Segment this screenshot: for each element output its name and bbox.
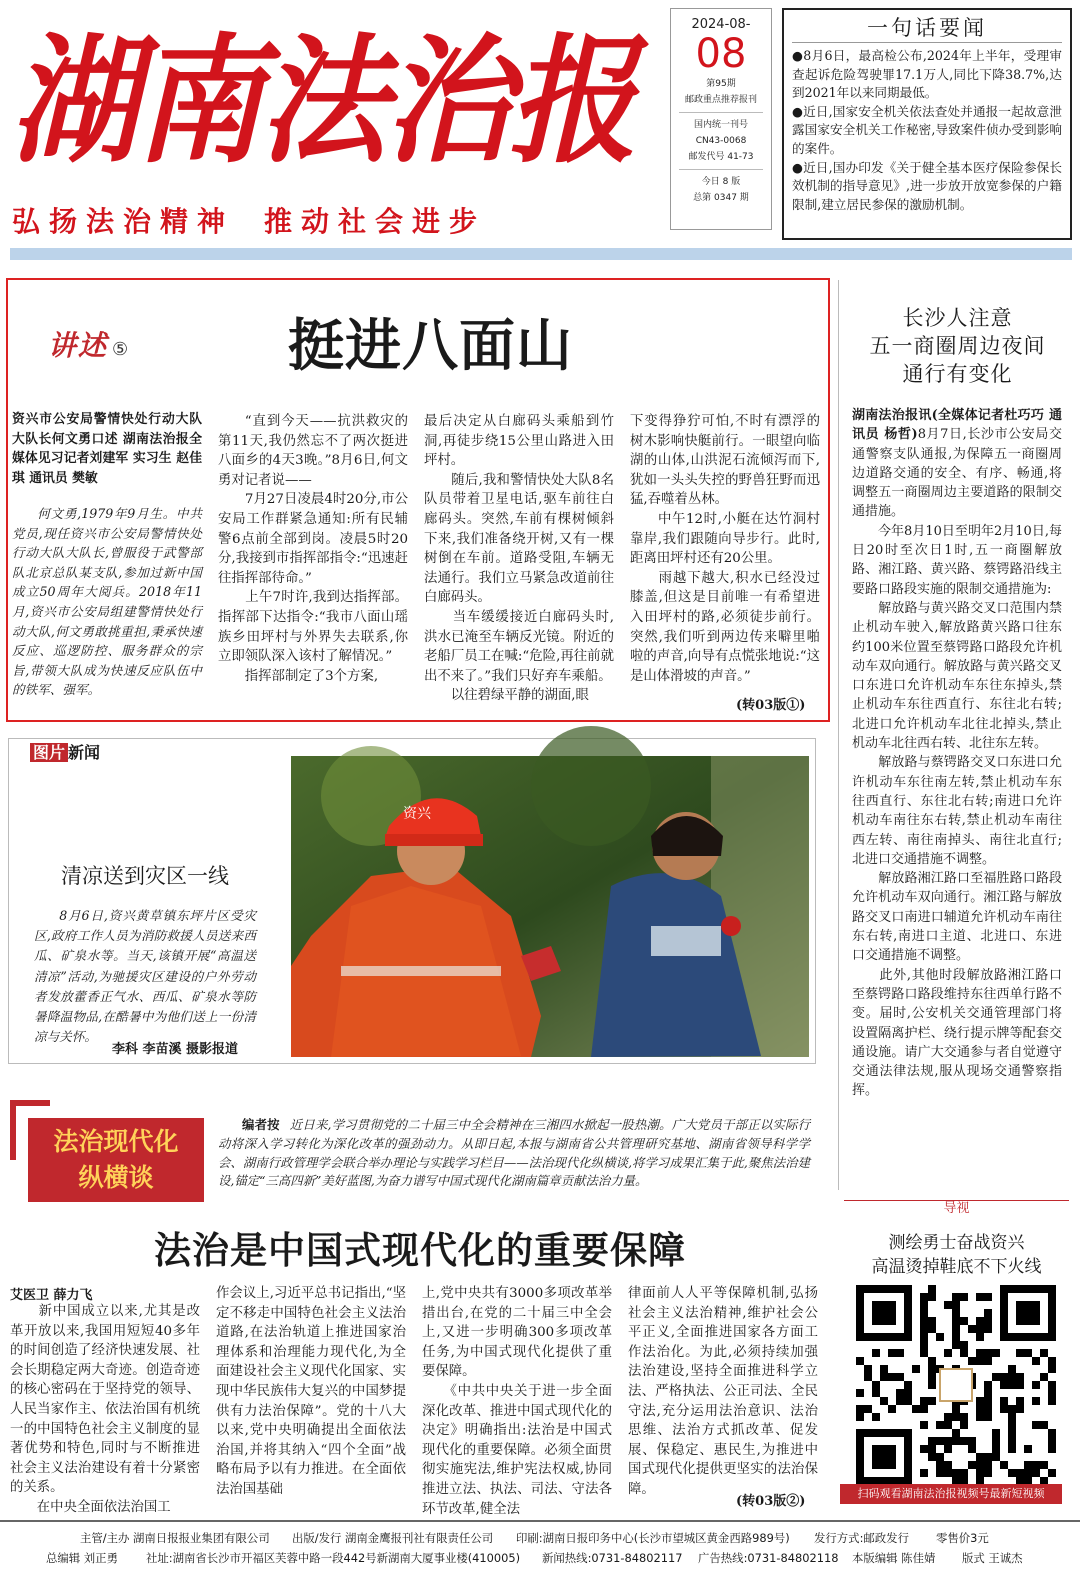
qr-caption: 扫码观看湖南法治报视频号最新短视频 (840, 1484, 1062, 1504)
footer-price: 零售价3元 (936, 1531, 989, 1545)
header-divider (10, 248, 1072, 260)
total-issue: 总第 0347 期 (693, 193, 749, 203)
series-headline: 法治是中国式现代化的重要保障 (154, 1229, 686, 1272)
picnews-label-b: 新闻 (68, 743, 101, 762)
changsha-title-2: 五一商圈周边夜间 (869, 334, 1046, 358)
changsha-title-3: 通行有变化 (902, 362, 1013, 386)
brief-title: 一句话要闻 (792, 14, 1062, 43)
qr-code-svg (850, 1285, 1062, 1485)
series-name-2: 纵横谈 (78, 1163, 154, 1192)
feature-intro: 何文勇,1979年9月生。中共党员,现任资兴市公安局警情快处行动大队大队长,曾服役于武警部队北京总队某支队,参加过新中国成立50周年大阅兵。2018年11月,资兴市公安局组建警情快处行动大队,何文勇敢挑重担,秉承快速反应、巡逻防控、服务群众的宗旨,带领大队成为快速反应队伍中的铁军、强军。 (12, 506, 202, 698)
feature-tag-num: ⑤ (112, 339, 131, 360)
footer-editor-in-chief: 总编辑 刘正勇 (46, 1551, 118, 1565)
footer-printer: 印刷:湖南日报印务中心(长沙市望城区黄金西路989号) (516, 1531, 790, 1545)
feature-byline: 资兴市公安局警情快处行动大队大队长何文勇口述 湖南法治报全媒体见习记者刘建军 实习生 赵佳琪 通讯员 樊敏 (12, 412, 202, 486)
slogan-left: 弘扬法治精神 (12, 205, 235, 238)
series-badge (28, 1118, 204, 1202)
date-day: 08 (695, 31, 747, 77)
masthead-title: 湖南法治报 (10, 19, 634, 182)
series-author: 艾医卫 薛力飞 (10, 1288, 93, 1303)
news-brief-box (782, 8, 1072, 240)
footer-address: 社址:湖南省长沙市开福区芙蓉中路一段442号新湖南大厦事业楼(410005) (146, 1551, 521, 1565)
footer-publisher: 主管/主办 湖南日报报业集团有限公司 (80, 1531, 270, 1545)
feature-headline: 挺进八面山 (288, 314, 573, 379)
page-count: 今日 8 版 (701, 177, 741, 187)
feature-story-box (6, 278, 830, 722)
editor-note-text: 近日来,学习贯彻党的二十届三中全会精神在三湘四水掀起一股热潮。广大党员干部正以实际行动将深入学习转化为深化改革的强劲动力。从即日起,本报与湖南省公共管理研究基地、湖南省领导科学学会、湖南行政管理学会联合举办理论与实践学习栏目——法治现代化纵横谈,将学习成果汇集于此,聚焦法治建设,锚定“三高四新”美好蓝图,为奋力谱写中国式现代化湖南篇章贡献法治力量。 (218, 1117, 810, 1189)
issue-number: 第95期 (706, 79, 736, 89)
changsha-lead: 湖南法治报讯(全媒体记者杜巧巧 通讯员 杨哲) (852, 408, 1062, 443)
changsha-headline (845, 304, 1070, 388)
slogan-right: 推动社会进步 (264, 205, 487, 238)
series-col-4: 律面前人人平等保障机制,弘扬社会主义法治精神,维护社会公平正义,全面推进国家各方面工作法治化。为此,必须持续加强法治建设,坚持全面推进科学立法、严格执法、公正司法、全民守法,充分运用法治意识、法治思维、法治方式抓改革、促发展、保稳定、惠民生,为推进中国式现代化提供更坚实的法治保障。 (628, 1286, 818, 1497)
picnews-label-a: 图片 (30, 743, 68, 762)
picnews-credit: 李科 李苗溪 摄影报道 (112, 1042, 239, 1057)
picnews-body: 8月6日,资兴黄草镇东坪片区受灾区,政府工作人员为消防救援人员送来西瓜、矿泉水等。当天,该镇开展“高温送清凉”活动,为驰援灾区建设的户外劳动者发放藿香正气水、西瓜、矿泉水等防暑降温物品,在酷暑中为他们送上一份清凉与关怀。 (34, 908, 256, 1045)
changsha-body: 8月7日,长沙市公安局交通警察支队通报,为保障五一商圈周边道路交通的安全、有序、畅通,将调整五一商圈周边主要道路的限制交通措施。 今年8月10日至明年2月10日,每日20时至次日1时,五一商圈解放路、湘江路、黄兴路、蔡锷路沿线主要路口路段实施的限制交通措施为: 解放路与黄兴路交叉口范围内禁止机动车驶入,解放路黄兴路口往东约100米位置至蔡锷路口路段允许机动车双向通行。解放路与黄兴路交叉口东进口允许机动车东往东掉头,禁止机动车东往西直行、东往北右转;北进口允许机动车北往北掉头,禁止机动车北往西右转、北往东左转。 解放路与蔡锷路交叉口东进口允许机动车东往南左转,禁止机动车东往西直行、东往北右转;南进口允许机动车南往东右转,禁止机动车南往西左转、南往南掉头、南往北直行;北进口交通措施不调整。 解放路湘江路口至福胜路口路段允许机动车双向通行。湘江路与解放路交叉口南进口辅道允许机动车南往东右转,南进口主道、北进口、东进口交通措施不调整。 此外,其他时段解放路湘江路口至蔡锷路口路段维持东往西单行路不变。届时,公安机关交通管理部门将设置隔离护栏、绕行提示牌等配套交通设施。请广大交通参与者自觉遵守交通法律法规,服从现场交通警察指挥。 (852, 427, 1062, 1099)
footer-layout: 版式 王诚杰 (962, 1551, 1023, 1565)
picnews-headline: 清凉送到灾区一线 (61, 864, 229, 888)
series-col-1: 新中国成立以来,尤其是改革开放以来,我国用短短40多年的时间创造了经济快速发展、社会长期稳定两大奇迹。创造奇迹的核心密码在于坚持党的领导、人民当家作主、依法治国有机统一的中国特色社会主义制度的显著优势和特色,同时与不断推进社会主义法治建设有着十分紧密的关系。 在中央全面依法治国工 (10, 1304, 200, 1515)
changsha-title-1: 长沙人注意 (902, 306, 1013, 330)
post-code: 邮发代号 41-73 (688, 152, 754, 162)
cn-label: 国内统一刊号 (693, 120, 748, 130)
recommend-label: 邮政重点推荐报刊 (684, 95, 757, 105)
series-col-3: 上,党中央共有3000多项改革举措出台,在党的二十届三中全会上,又进一步明确300多项改革任务,为中国式现代化提供了重要保障。 《中共中央关于进一步全面深化改革、推进中国式现代化的决定》明确指出:法治是中国式现代化的重要保障。必须全面贯彻实施宪法,维护宪法权威,协同推进立法、执法、司法、守法各环节改革,健全法 (422, 1286, 612, 1517)
guide-line-2: 高温烫掉鞋底不下火线 (871, 1257, 1042, 1277)
guide-box (844, 1200, 1069, 1279)
footer-distribution: 发行方式:邮政发行 (814, 1531, 909, 1545)
brief-item: ●近日,国家安全机关依法查处并通报一起故意泄露国家安全机关工作秘密,导致案件侦办受到影响的案件。 (792, 103, 1062, 156)
feature-col-2: “直到今天——抗洪救灾的第11天,我仍然忘不了两次挺进八面乡的4天3晚。”8月6日,何文勇对记者说—— 7月27日凌晨4时20分,市公安局工作群紧急通知:所有民辅警6点前全部到岗。凌晨5时20分,我接到市指挥部指令:“迅速赶往指挥部待命。” 上午7时许,我到达指挥部。指挥部下达指令:“我市八面山瑶族乡田坪村与外界失去联系,你立即领队深入该村了解情况。” 指挥部制定了3个方案, (218, 414, 408, 684)
editor-note (218, 1116, 810, 1191)
date-year-month: 2024-08- (691, 17, 751, 32)
series-turn: (转03版②) (736, 1494, 806, 1509)
series-col-2: 作会议上,习近平总书记指出,“坚定不移走中国特色社会主义法治道路,在法治轨道上推进国家治理体系和治理能力现代化,为全面建设社会主义现代化国家、实现中华民族伟大复兴的中国梦提供有力法治保障”。党的十八大以来,党中央明确提出全面依法治国,并将其纳入“四个全面”战略布局予以有力推进。在全面依法治国基础 (216, 1286, 406, 1497)
feature-tag (48, 324, 130, 364)
guide-label: 导视 (844, 1200, 1069, 1217)
footer-news-hotline: 新闻热线:0731-84802117 (542, 1551, 683, 1565)
editor-note-label: 编者按 (242, 1117, 280, 1132)
brief-item: ●近日,国办印发《关于健全基本医疗保险参保长效机制的指导意见》,进一步放开放宽参保的户籍限制,建立居民参保的激励机制。 (792, 159, 1062, 212)
cn-number: CN43-0068 (695, 136, 747, 146)
series-name-1: 法治现代化 (53, 1127, 179, 1156)
footer-page-editor: 本版编辑 陈佳婧 (852, 1551, 936, 1565)
date-box (670, 8, 772, 230)
feature-col-3: 最后决定从白廊码头乘船到竹洞,再徒步绕15公里山路进入田坪村。 随后,我和警情快处大队8名队员带着卫星电话,驱车前往白廊码头。突然,车前有棵树倾斜下来,我们准备绕开树,又有一棵树倒在车前。道路受阻,车辆无法通行。我们立马紧急改道前往白廊码头。 当车缓缓接近白廊码头时,洪水已淹至车辆反光镜。附近的老船厂员工在喊:“危险,再往前就出不来了。”我们只好弃车乘船。 以往碧绿平静的湖面,眼 (424, 414, 614, 704)
footer-ad-hotline: 广告热线:0731-84802118 (698, 1551, 839, 1565)
rescue-photo-svg (291, 756, 809, 1057)
feature-col-4: 下变得狰狞可怕,不时有漂浮的树木影响快艇前行。一眼望向临湖的山体,山洪泥石流倾泻而下,犹如一头头失控的野兽狂野而迅猛,吞噬着丛林。 中午12时,小艇在达竹洞村靠岸,我们跟随向导步行。此时,距离田坪村还有20公里。 雨越下越大,积水已经没过膝盖,但这是目前唯一有希望进入田坪村的路,必须徒步前行。突然,我们听到两边传来噼里啪啦的声音,向导有点慌张地说:“这是山体滑坡的声音。” (630, 414, 820, 684)
footer-issuer: 出版/发行 湖南金鹰报刊社有限责任公司 (292, 1531, 494, 1545)
rescue-photo (291, 756, 809, 1057)
picture-news-label (30, 740, 100, 763)
feature-tag-text: 讲述 (48, 329, 109, 362)
masthead-slogan (12, 200, 486, 240)
qr-code[interactable] (850, 1285, 1062, 1485)
brief-item: ●8月6日，最高检公布,2024年上半年，受理审查起诉危险驾驶罪17.1万人,同比下降38.7%,达到2021年以来同期最低。 (792, 48, 1062, 101)
guide-line-1: 测绘勇士奋战资兴 (888, 1233, 1025, 1253)
footer (0, 1520, 1080, 1582)
helmet-text: 资兴 (403, 806, 431, 822)
feature-turn: (转03版①) (736, 698, 806, 713)
